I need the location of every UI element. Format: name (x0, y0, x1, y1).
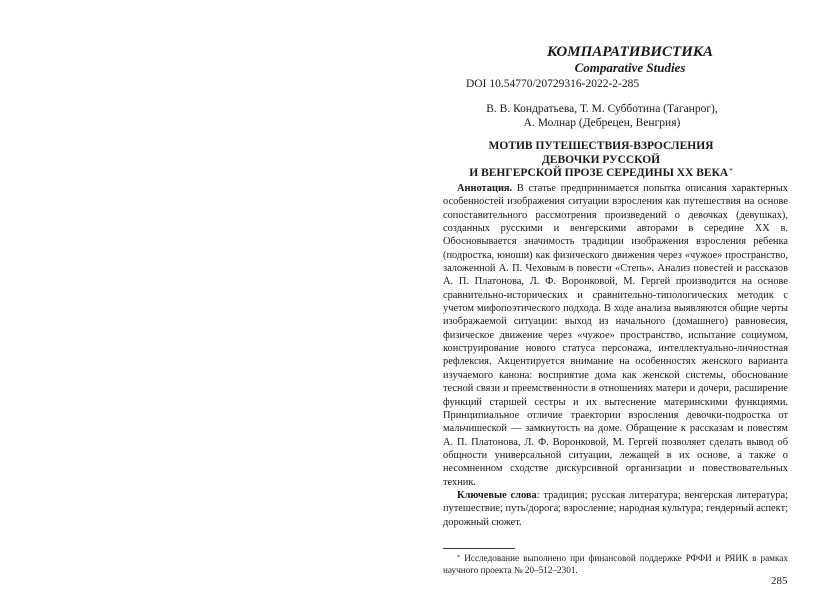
article-title-line-3-text: И ВЕНГЕРСКОЙ ПРОЗЕ СЕРЕДИНЫ XX ВЕКА (469, 167, 729, 179)
footnote (443, 553, 788, 576)
section-title: КОМПАРАТИВИСТИКА (546, 44, 714, 60)
keywords-label: Ключевые слова (457, 489, 537, 501)
authors-line-2: А. Молнар (Дебрецен, Венгрия) (523, 117, 681, 129)
keywords-text: : традиция; русская литература; венгерская литература; путешествие; путь/дорога; взросление; народная культура; гендерный аспект; дорожный сюжет. (443, 489, 789, 528)
abstract-label: Аннотация. (457, 183, 513, 194)
keywords (443, 489, 788, 529)
title-footnote-mark[interactable]: * (729, 167, 733, 175)
abstract (443, 182, 788, 489)
footnote-text: Исследование выполнено при финансовой поддержке РФФИ и РЯИК в рамках научного проекта № 20–512–2301. (443, 553, 788, 575)
article-title-line-3 (446, 167, 756, 181)
article-title (446, 140, 756, 181)
article-body (443, 182, 788, 529)
article-title-line-1: МОТИВ ПУТЕШЕСТВИЯ-ВЗРОСЛЕНИЯ (488, 140, 714, 152)
section-subtitle: Comparative Studies (574, 60, 686, 75)
doi: DOI 10.54770/20729316-2022-2-285 (466, 78, 640, 90)
authors (407, 102, 727, 130)
footnote-divider (443, 548, 515, 549)
page-number: 285 (771, 575, 788, 587)
footnote-mark: * (457, 554, 461, 561)
abstract-text: В статье предпринимается попытка описания характерных особенностей изображения ситуации взросления как путешествия на основе сопоставительного рассмотрения произведений о девочках (девушках), созданных русскими и венгерскими авторами в середине XX в. Обосновывается значимость традиции изображения взросления ребенка (подростка, юноши) как физического движения через «чужое» пространство, заложенной А. П. Чеховым в повести «Степь». Анализ повестей и рассказов А. П. Платонова, Л. Ф. Воронковой, М. Гергей производится на основе сравнительно-исторических и сравнительно-типологических методик с учетом мифопоэтического подхода. В ходе анализа выявляются общие черты изображаемой ситуации: выход из начального (домашнего) равновесия, физическое движение через «чужое» пространство, испытание социумом, конструирование нового статуса персонажа, интеллектуально-личностная рефлексия. Акцентируется внимание на особенностях женского варианта изучаемого канона: восприятие дома как женской системы, обоснование тесной связи и преемственности в отношениях матери и дочери, расширение функций старшей сестры и их вытеснение материнскими функциями. Принципиальное отличие траектории взросления девочки-подростка от мальчишеской — замкнутость на доме. Обращение к рассказам и повестям А. П. Платонова, Л. Ф. Воронковой, М. Гергей позволяет сделать вывод об общности универсальной ситуации, лежащей в их основе, а также о несомненном сходстве дискурсивной организации и повествовательных техник. (443, 183, 788, 488)
article-title-line-2: ДЕВОЧКИ РУССКОЙ (541, 153, 661, 166)
authors-line-1: В. В. Кондратьева, Т. М. Субботина (Таганрог), (486, 103, 718, 115)
